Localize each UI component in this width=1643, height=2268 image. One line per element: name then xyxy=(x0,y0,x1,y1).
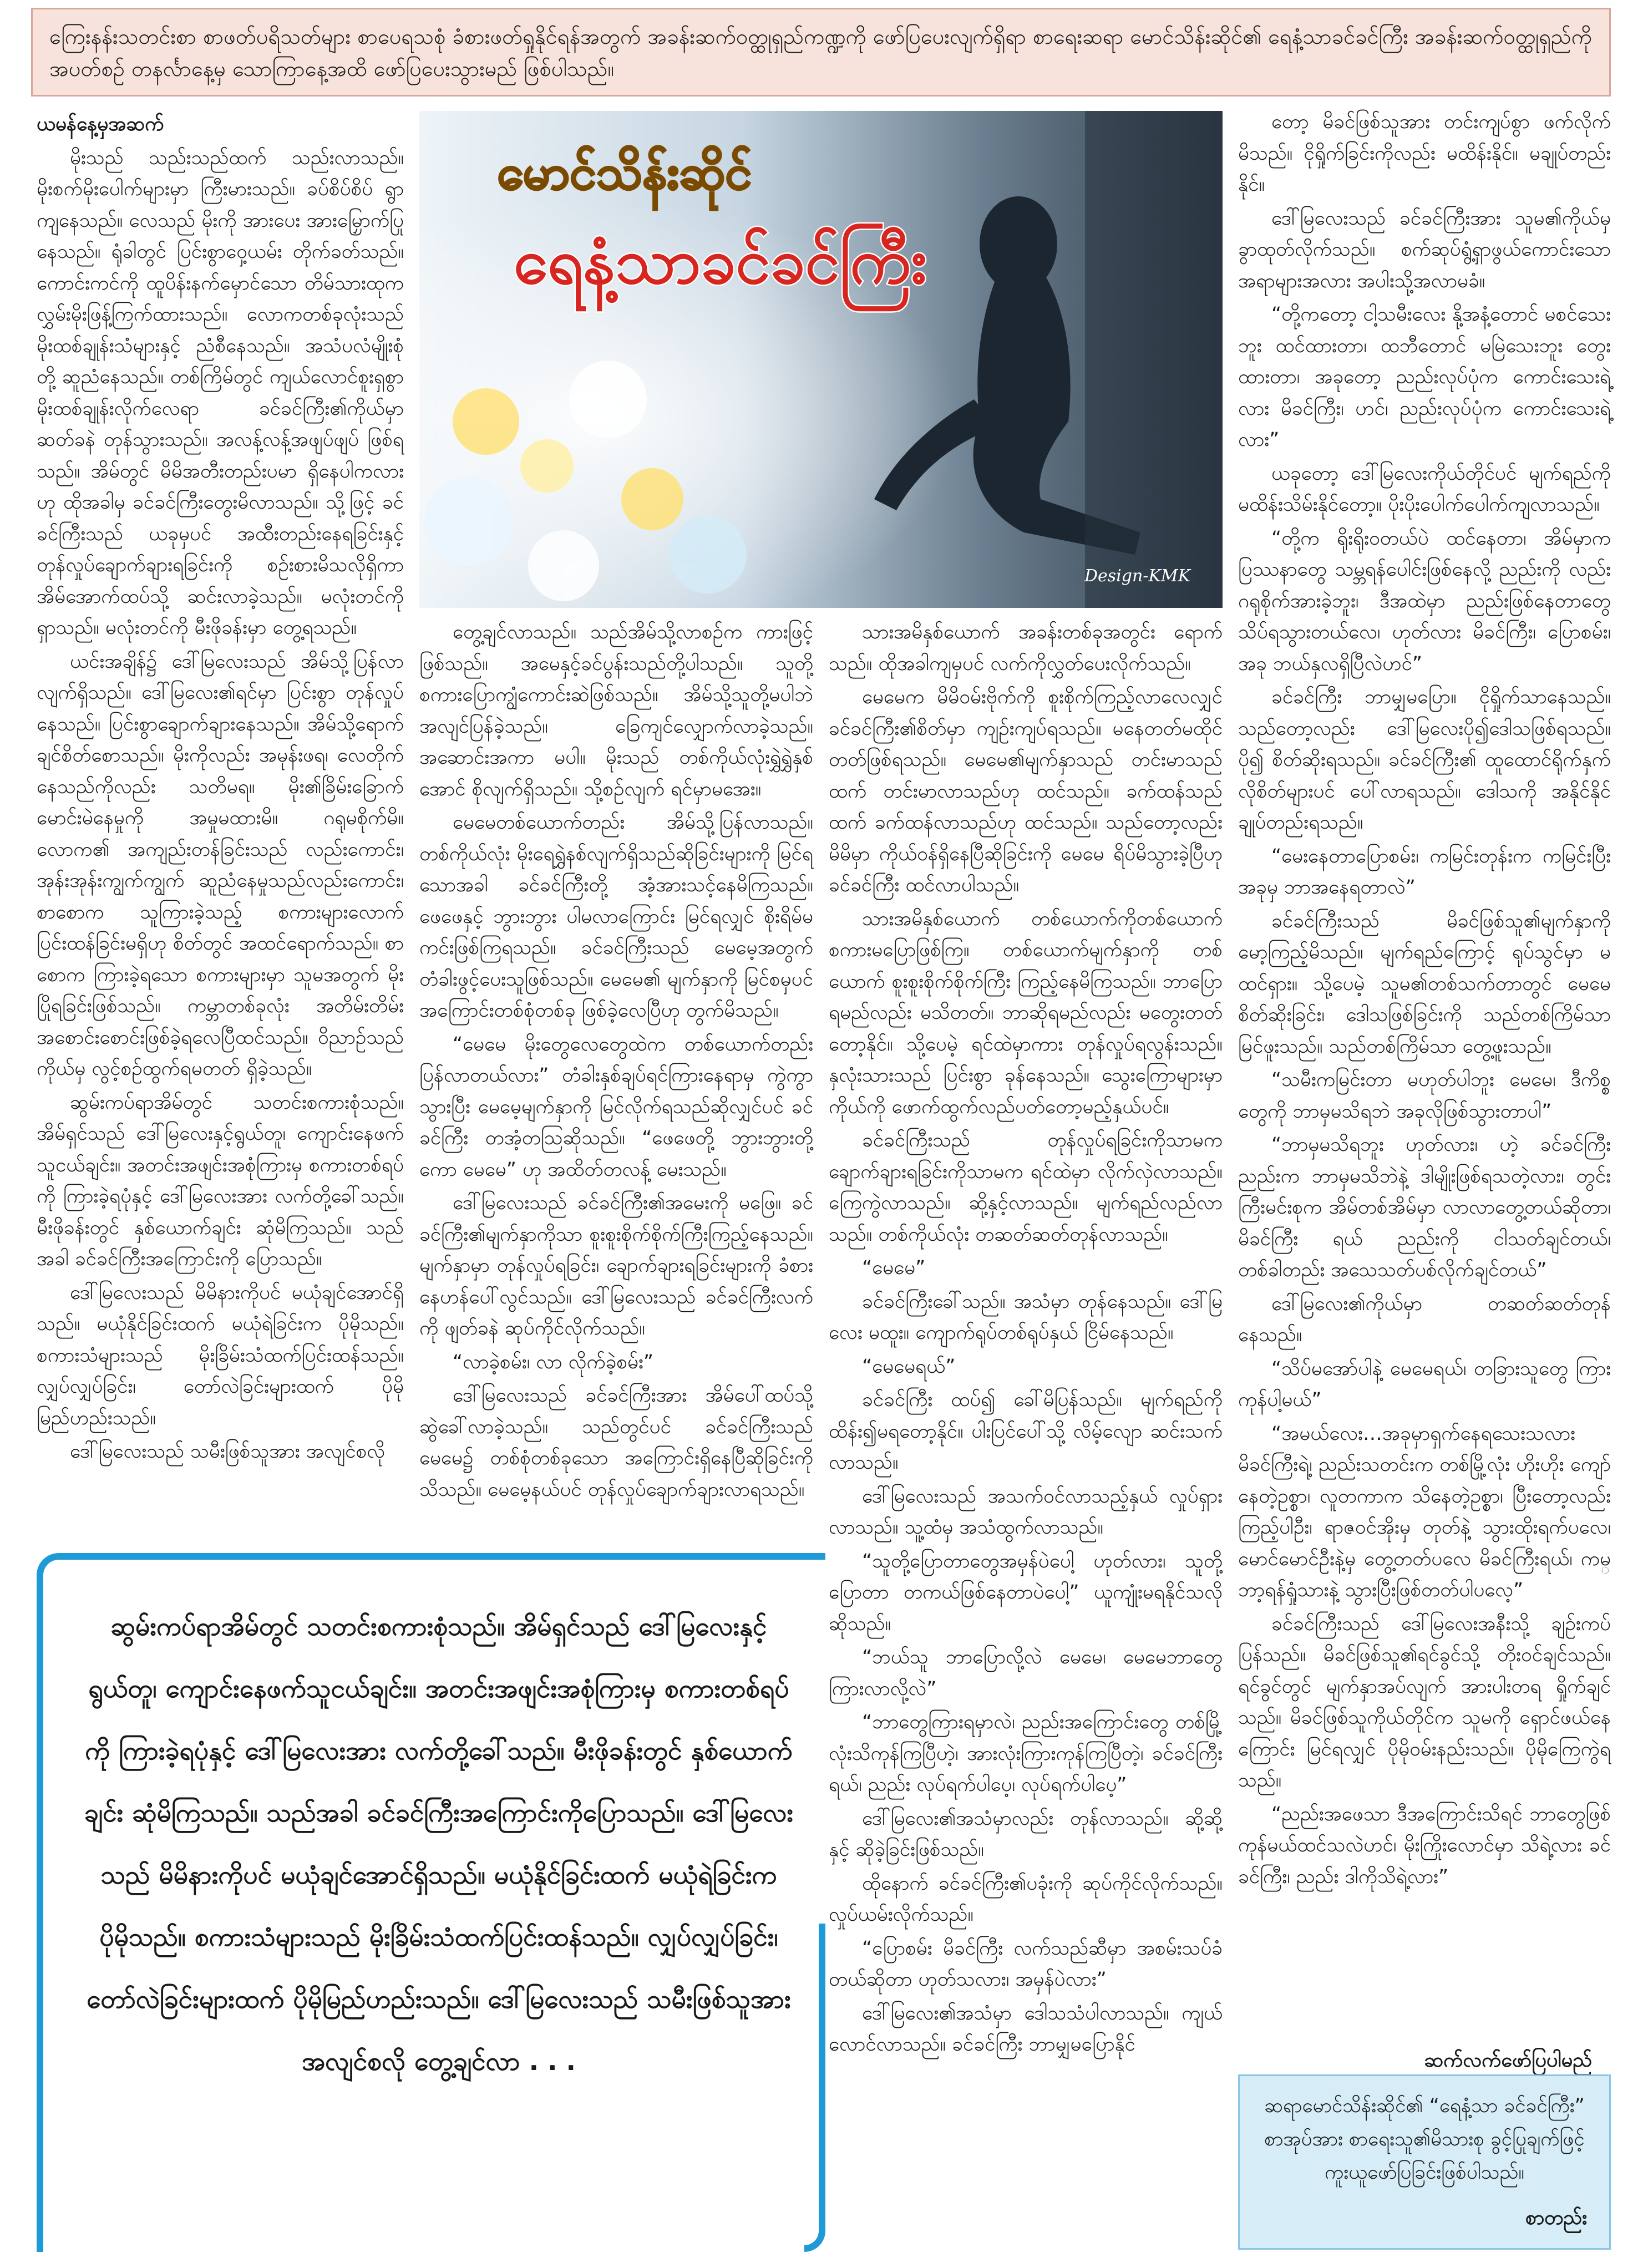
body-paragraph: ဒေါ်မြလေး၏အသံမှာ ဒေါသသံပါလာသည်။ ကျယ်လောင်လာသည်။ ခင်ခင်ကြီး ဘာမျှမပြောနိုင် xyxy=(829,2002,1223,2056)
series-intro-text: ကြေးနန်းသတင်းစာ စာဖတ်ပရိသတ်များ စာပေရသစုံ ခံစားဖတ်ရှုနိုင်ရန်အတွက် အခန်းဆက်ဝတ္ထုရှည်ကဏ္ဍကို ဖော်ပြပေးလျက်ရှိရာ စာရေးဆရာ မောင်သိန်းဆိုင်၏ ရေနံ့သာခင်ခင်ကြီး အခန်းဆက်ဝတ္ထုရှည်ကို အပတ်စဉ် တနင်္လာနေ့မှ သောကြာနေ့အထိ ဖော်ပြပေးသွားမည် ဖြစ်ပါသည်။ xyxy=(49,24,1592,81)
to-be-continued: ဆက်လက်ဖော်ပြပါမည် xyxy=(1424,2049,1592,2072)
body-paragraph: “သမီးကမြင်းတာ မဟုတ်ပါဘူး မေမေ၊ ဒီကိစ္စတွေကို ဘာမှမသိရဘဲ အခုလိုဖြစ်သွားတာပါ” xyxy=(1238,1069,1611,1123)
design-credit: Design-KMK xyxy=(1084,566,1190,586)
body-paragraph: “အမယ်လေး…အခုမှာရှက်နေရသေးသလား မိခင်ကြီးရဲ့၊ ညည်းသတင်းက တစ်မြို့လုံး ဟိုးဟိုး ကျော်နေတဲ့ဥစ္စာ၊ လူတကာက သိနေတဲ့ဥစ္စာ၊ ပြီးတော့လည်း ကြည့်ပါဦး၊ ရာဇဝင်အိုးမှ တုတ်နဲ့ သွားထိုးရက်ပလေ၊ မောင်မောင်ဦးနဲ့မှ တွေ့တတ်ပလေ မိခင်ကြီးရယ်၊ ကမ္ဘာ့ရန်ရှုံသားနဲ့ သွားပြီးဖြစ်တတ်ပါပလေ့” xyxy=(1238,1422,1611,1601)
body-paragraph: မေမေက မိမိဝမ်းဗိုက်ကို စူးစိုက်ကြည့်လာလေလျှင် ခင်ခင်ကြီး၏စိတ်မှာ ကျဉ်းကျပ်ရသည်။ မနေတတ်မထိုင်တတ်ဖြစ်ရသည်။ မေမေ၏မျက်နှာသည် တင်းမာသည်ထက် တင်းမာလာသည်ဟု ထင်သည်။ ခက်ထန်သည်ထက် ခက်ထန်လာသည်ဟု ထင်သည်။ သည်တော့လည်း မိမိမှာ ကိုယ်ဝန်ရှိနေပြီဆိုခြင်းကို မေမေ ရိပ်မိသွားခဲ့ပြီဟု ခင်ခင်ကြီး ထင်လာပါသည်။ xyxy=(829,686,1223,896)
column-2 xyxy=(419,617,813,1508)
column-4 xyxy=(1238,106,1611,1895)
body-paragraph: တွေ့ချင်လာသည်။ သည်အိမ်သို့လာစဉ်က ကားဖြင့်ဖြစ်သည်။ အမေနှင့်ခင်ပွန်းသည်တို့ပါသည်။ သူတို့ စကားပြောကျွံကောင်းဆဲဖြစ်သည်။ အိမ်သို့သူတို့မပါဘဲ အလျင်ပြန်ခဲ့သည်။ ခြေကျင်လျှောက်လာခဲ့သည်။ အဆောင်းအကာ မပါ။ မိုးသည် တစ်ကိုယ်လုံးရွှဲရွှဲနှစ်အောင် စိုလျက်ရှိသည်။ သို့စဉ်လျက် ရင်မှာမအေး။ xyxy=(419,621,813,800)
body-paragraph: ဒေါ်မြလေးသည် ခင်ခင်ကြီး၏အမေးကို မဖြေ။ ခင်ခင်ကြီး၏မျက်နှာကိုသာ စူးစူးစိုက်စိုက်ကြီးကြည့်နေသည်။ မျက်နှာမှာ တုန်လှုပ်ရခြင်း၊ ချောက်ချားရခြင်းများကို ခံစားနေဟန်ပေါ်လွင်သည်။ ဒေါ်မြလေးသည် ခင်ခင်ကြီးလက်ကို ဖျတ်ခနဲ ဆုပ်ကိုင်လိုက်သည်။ xyxy=(419,1192,813,1340)
body-paragraph: “ပြောစမ်း မိခင်ကြီး လက်သည်ဆီမှာ အစမ်းသပ်ခံတယ်ဆိုတာ ဟုတ်သလား၊ အမှန်ပဲလား” xyxy=(829,1937,1223,1991)
body-paragraph: “မေမေ” xyxy=(862,1257,926,1279)
body-paragraph: “တို့ကတော့ ငါ့သမီးလေး နို့အနံ့တောင် မစင်သေးဘူး ထင်ထားတာ၊ ထဘီတောင် မမြဲသေးဘူး တွေးထားတာ၊ အခုတော့ ညည်းလုပ်ပုံက ကောင်းသေးရဲ့လား မိခင်ကြီး၊ ဟင်၊ ညည်းလုပ်ပုံက ကောင်းသေးရဲ့လား” xyxy=(1238,303,1611,451)
body-paragraph: ဒေါ်မြလေးသည် ခင်ခင်ကြီးအား အိမ်ပေါ်ထပ်သို့ ဆွဲခေါ်လာခဲ့သည်။ သည်တွင်ပင် ခင်ခင်ကြီးသည် မေမေ၌ တစ်စုံတစ်ခုသော အကြောင်းရှိနေပြီဆိုခြင်းကို သိသည်။ မေမေ့နယ်ပင် တုန်လှုပ်ချောက်ချားလာရသည်။ xyxy=(419,1384,813,1501)
body-paragraph: မေမေတစ်ယောက်တည်း အိမ်သို့ပြန်လာသည်။ တစ်ကိုယ်လုံး မိုးရေရွှဲနစ်လျက်ရှိသည်ဆိုခြင်းများကို မြင်ရသောအခါ ခင်ခင်ကြီးတို့ အံ့အားသင့်နေမိကြသည်။ ဖေဖေနှင့် ဘွားဘွား ပါမလာကြောင်း မြင်ရလျှင် စိုးရိမ်မကင်းဖြစ်ကြရသည်။ ခင်ခင်ကြီးသည် မေမေ့အတွက် တံခါးဖွင့်ပေးသူဖြစ်သည်။ မေမေ၏ မျက်နှာကို မြင်စမှပင် အကြောင်းတစ်စုံတစ်ခု ဖြစ်ခဲ့လေပြီဟု တွက်မိသည်။ xyxy=(419,811,813,1022)
body-paragraph: ဒေါ်မြလေးသည် မိမိနားကိုပင် မယုံချင်အောင်ရှိသည်။ မယုံနိုင်ခြင်းထက် မယုံရဲခြင်းက ပိုမိုသည်။ စကားသံများသည် မိုးခြိမ်းသံထက်ပြင်းထန်သည်။ လျှပ်လျှပ်ခြင်း၊ တော်လဲခြင်းများထက် ပိုမို မြည်ဟည်းသည်။ xyxy=(37,1281,404,1429)
series-intro-banner xyxy=(31,8,1611,97)
body-paragraph: ဒေါ်မြလေးသည် သမီးဖြစ်သူအား အလျင်စလို xyxy=(70,1440,386,1463)
body-paragraph: “မေမေရယ်” xyxy=(862,1355,956,1378)
editor-signature: စာတည်း xyxy=(1525,2207,1587,2229)
hero-story-title: ရေနံ့သာခင်ခင်ကြီး xyxy=(514,226,927,298)
body-paragraph: သားအမိနှစ်ယောက် အခန်းတစ်ခုအတွင်း ရောက်သည်။ ထိုအခါကျမှပင် လက်ကိုလွှတ်ပေးလိုက်သည်။ xyxy=(829,621,1223,675)
body-paragraph: ခင်ခင်ကြီးသည် တုန်လှုပ်ရခြင်းကိုသာမက ချောက်ချားရခြင်းကိုသာမက ရင်ထဲမှာ လိုက်လှဲလာသည်။ ကြေကွဲလာသည်။ ဆို့နှင့်လာသည်။ မျက်ရည်လည်လာသည်။ တစ်ကိုယ်လုံး တဆတ်ဆတ်တုန်လာသည်။ xyxy=(829,1129,1223,1246)
body-paragraph: ဒေါ်မြလေးသည် အသက်ဝင်လာသည့်နှယ် လှုပ်ရှားလာသည်။ သူ့ထံမှ အသံထွက်လာသည်။ xyxy=(829,1485,1223,1539)
hero-image xyxy=(419,111,1223,608)
column-3 xyxy=(829,617,1223,2063)
body-paragraph: “တို့က ရိုးရိုးဝတယ်ပဲ ထင်နေတာ၊ အိမ်မှာက ပြဿနာတွေ သမ္ဘရန်ပေါင်းဖြစ်နေလို့ ညည်းကို လည်း ဂရုစိုက်အားခဲ့ဘူး၊ ဒီအထဲမှာ ညည်းဖြစ်နေတာတွေ သိပ်ရသွားတယ်လေ၊ ဟုတ်လား မိခင်ကြီး၊ ပြောစမ်း၊ အခု ဘယ်နှလရှိပြီလဲဟင်” xyxy=(1238,527,1611,675)
body-paragraph: “လာခဲ့စမ်း၊ လာ လိုက်ခဲ့စမ်း” xyxy=(453,1351,654,1373)
body-paragraph: ခင်ခင်ကြီး ဘာမျှမပြော။ ငိုရှိုက်သာနေသည်။ သည်တော့လည်း ဒေါ်မြလေးပို၍ဒေါသဖြစ်ရသည်။ ပို၍ စိတ်ဆိုးရသည်။ ခင်ခင်ကြီး၏ ထူထောင်ရိုက်နှက်လိုစိတ်များပင် ပေါ်လာရသည်။ ဒေါသကို အနိုင်နိုင်ချုပ်တည်းရသည်။ xyxy=(1238,686,1611,834)
body-paragraph: ယင်းအချိန်၌ ဒေါ်မြလေးသည် အိမ်သို့ပြန်လာလျက်ရှိသည်။ ဒေါ်မြလေး၏ရင်မှာ ပြင်းစွာ တုန်လှုပ်နေသည်။ ပြင်းစွာချောက်ချားနေသည်။ အိမ်သို့ရောက်ချင်စိတ်စောသည်။ မိုးကိုလည်း အမုန်းဖရ၊ လေတိုက်နေသည်ကိုလည်း သတိမရ။ မိုး၏ခြိမ်းခြောက်မောင်းမဲနေမှုကို အမှုမထားမိ။ ဂရုမစိုက်မိ။ လောက၏ အကျည်းတန်ခြင်းသည် လည်းကောင်း၊ အုန်းအုန်းကျွက်ကျွက် ဆူညံနေမှုသည်လည်းကောင်း၊ စာစောက သူကြားခဲ့သည့် စကားများလောက် ပြင်းထန်ခြင်းမရှိဟု စိတ်တွင် အထင်ရောက်သည်။ စာစောက ကြားခဲ့ရသော စကားများမှာ သူမအတွက် မိုးပြိုရခြင်းဖြစ်သည်။ ကမ္ဘာတစ်ခုလုံး အတိမ်းတိမ်း အစောင်းစောင်းဖြစ်ခဲ့ရလေပြီထင်သည်။ ဝိညာဉ်သည် ကိုယ်မှ လွင့်စဉ်ထွက်ရမတတ် ရှိခဲ့သည်။ xyxy=(37,650,404,1080)
body-paragraph: “မေမေ မိုးတွေလေတွေထဲက တစ်ယောက်တည်း ပြန်လာတယ်လား” တံခါးနှစ်ချပ်ရင်ကြားနေရာမှ ကွဲကွာသွားပြီး မေမေ့မျက်နှာကို မြင်လိုက်ရသည်ဆိုလျှင်ပင် ခင်ခင်ကြီး တအံ့တသြဆိုသည်။ “ဖေဖေတို့ ဘွားဘွားတို့ကော မေမေ” ဟု အထိတ်တလန့် မေးသည်။ xyxy=(419,1033,813,1181)
body-paragraph: သားအမိနှစ်ယောက် တစ်ယောက်ကိုတစ်ယောက် စကားမပြောဖြစ်ကြ။ တစ်ယောက်မျက်နှာကို တစ်ယောက် စူးစူးစိုက်စိုက်ကြီး ကြည့်နေမိကြသည်။ ဘာပြောရမည်လည်း မသိတတ်။ ဘာဆိုရမည်လည်း မတွေးတတ်တော့နိုင်။ သို့ပေမဲ့ ရင်ထဲမှာကား တုန်လှုပ်ရလွန်းသည်။ နှလုံးသားသည် ပြင်းစွာ ခုန်နေသည်။ သွေးကြောများမှာ ကိုယ်ကို ဖောက်ထွက်လည်ပတ်တော့မည့်နှယ်ပင်။ xyxy=(829,907,1223,1118)
column-1 xyxy=(37,106,404,1470)
pull-quote-box xyxy=(37,1553,825,2252)
body-paragraph: “ဘယ်သူ ဘာပြောလို့လဲ မေမေ၊ မေမေဘာတွေ ကြားလာလို့လဲ” xyxy=(829,1646,1223,1700)
body-paragraph: ခင်ခင်ကြီးသည် ဒေါ်မြလေးအနီးသို့ ချဉ်းကပ်ပြန်သည်။ မိခင်ဖြစ်သူ၏ရင်ခွင်သို့ တိုးဝင်ချင်သည်။ ရင်ခွင်တွင် မျက်နှာအပ်လျက် အားပါးတရ ရှိုက်ချင်သည်။ မိခင်ဖြစ်သူကိုယ်တိုင်က သူမကို ရှောင်ဖယ်နေကြောင်း မြင်ရလျှင် ပိုမိုဝမ်းနည်းသည်။ ပိုမိုကြေကွဲရသည်။ xyxy=(1238,1612,1611,1792)
body-paragraph: ယခုတော့ ဒေါ်မြလေးကိုယ်တိုင်ပင် မျက်ရည်ကို မထိန်းသိမ်းနိုင်တော့။ ပိုးပိုးပေါက်ပေါက်ကျလာသည်။ xyxy=(1238,462,1611,516)
body-paragraph: ဒေါ်မြလေး၏ကိုယ်မှာ တဆတ်ဆတ်တုန်နေသည်။ xyxy=(1238,1292,1611,1346)
body-paragraph: မိုးသည် သည်းသည်ထက် သည်းလာသည်။ မိုးစက်မိုးပေါက်များမှာ ကြီးမားသည်။ ခပ်စိပ်စိပ် ရွာကျနေသည်။ လေသည် မိုးကို အားပေး အားမြှောက်ပြုနေသည်။ ရုံခါတွင် ပြင်းစွာဝှေ့ယမ်း တိုက်ခတ်သည်။ ကောင်းကင်ကို ထူပိန်းနက်မှောင်သော တိမ်သားထုက လွှမ်းမိုးဖြန့်ကြက်ထားသည်။ လောကတစ်ခုလုံးသည် မိုးထစ်ချုန်းသံများနှင့် ညံစီနေသည်။ အသံပလံမျိုးစုံတို့ ဆူညံနေသည်။ တစ်ကြိမ်တွင် ကျယ်လောင်စူးရှစွာ မိုးထစ်ချုန်းလိုက်လေရာ ခင်ခင်ကြီး၏ကိုယ်မှာ ဆတ်ခနဲ တုန်သွားသည်။ အလန့်လန့်အဖျပ်ဖျပ် ဖြစ်ရသည်။ အိမ်တွင် မိမိအတီးတည်းပမာ ရှိနေပါကလားဟု ထိုအခါမှ ခင်ခင်ကြီးတွေးမိလာသည်။ သို့ဖြင့် ခင်ခင်ကြီးသည် ယခုမှပင် အထီးတည်းနေရခြင်းနှင့် တုန်လှုပ်ချောက်ချားရခြင်းကို စဉ်းစားမိသလိုရှိကာ အိမ်အောက်ထပ်သို့ ဆင်းလာခဲ့သည်။ မလုံးတင်ကို ရှာသည်။ မလုံးတင်ကို မီးဖိုခန်းမှာ တွေ့ရသည်။ xyxy=(37,146,404,639)
body-paragraph: ဒေါ်မြလေးသည် ခင်ခင်ကြီးအား သူမ၏ကိုယ်မှ ခွာထုတ်လိုက်သည်။ စက်ဆုပ်ရွံ့ရှာဖွယ်ကောင်းသော အရာများအလား အပါးသို့အလာမခံ။ xyxy=(1238,207,1611,292)
body-paragraph: “ဘာတွေကြားရမှာလဲ၊ ညည်းအကြောင်းတွေ တစ်မြို့လုံးသိကုန်ကြပြီဟဲ့၊ အားလုံးကြားကုန်ကြပြီတဲ့၊ ခင်ခင်ကြီးရယ်၊ ညည်း လုပ်ရက်ပါပေ့၊ လုပ်ရက်ပါပေ့” xyxy=(829,1711,1223,1796)
body-paragraph: ဒေါ်မြလေး၏အသံမှာလည်း တုန်လာသည်။ ဆို့ဆို့နှင့် ဆိုခဲ့ခြင်းဖြစ်သည်။ xyxy=(829,1807,1223,1861)
body-paragraph: “မေးနေတာပြောစမ်း၊ ကမြင်းတုန်းက ကမြင်းပြီး အခုမှ ဘာအနေရတာလဲ” xyxy=(1238,845,1611,899)
hero-illustration xyxy=(419,111,1223,608)
body-paragraph: ထိုနောက် ခင်ခင်ကြီး၏ပခုံးကို ဆုပ်ကိုင်လိုက်သည်။ လှုပ်ယမ်းလိုက်သည်။ xyxy=(829,1872,1223,1926)
body-paragraph: ဆွမ်းကပ်ရာအိမ်တွင် သတင်းစကားစုံသည်။ အိမ်ရှင်သည် ဒေါ်မြလေးနှင့်ရွယ်တူ၊ ကျောင်းနေဖက် သူငယ်ချင်း။ အတင်းအဖျင်းအစုံကြားမှ စကားတစ်ရပ်ကို ကြားခဲ့ရပုံနှင့် ဒေါ်မြလေးအား လက်တို့ခေါ်သည်။ မီးဖိုခန်းတွင် နှစ်ယောက်ချင်း ဆုံမိကြသည်။ သည်အခါ ခင်ခင်ကြီးအကြောင်းကို ပြောသည်။ xyxy=(37,1091,404,1270)
body-paragraph: “သူတို့ပြောတာတွေအမှန်ပဲပေါ့ ဟုတ်လား၊ သူတို့ပြောတာ တကယ်ဖြစ်နေတာပဲပေါ့” ယူကျုံးမရနိုင်သလို ဆိုသည်။ xyxy=(829,1550,1223,1635)
body-paragraph: ခင်ခင်ကြီးခေါ်သည်။ အသံမှာ တုန်နေသည်။ ဒေါ်မြလေး မထူး။ ကျောက်ရုပ်တစ်ရုပ်နှယ် ငြိမ်နေသည်။ xyxy=(829,1290,1223,1344)
editor-note-box xyxy=(1238,2074,1611,2250)
body-paragraph: “ဘာမှမသိရဘူး ဟုတ်လား၊ ဟဲ့ ခင်ခင်ကြီး ညည်းက ဘာမှမသိဘဲနဲ့ ဒါမျိုးဖြစ်ရသတဲ့လား၊ တွင်းကြီးမင်းစုက အိမ်တစ်အိမ်မှာ လာလာတွေ့တယ်ဆိုတာ၊ မိခင်ကြီး ရယ် ညည်းကို ငါသတ်ချင်တယ်၊ တစ်ခါတည်း အသေသတ်ပစ်လိုက်ချင်တယ်” xyxy=(1238,1134,1611,1281)
pull-quote-text: ဆွမ်းကပ်ရာအိမ်တွင် သတင်းစကားစုံသည်။ အိမ်ရှင်သည် ဒေါ်မြလေးနှင့်ရွယ်တူ၊ ကျောင်းနေဖက်သူငယ်ချင်း။ အတင်းအဖျင်းအစုံကြားမှ စကားတစ်ရပ်ကို ကြားခဲ့ရပုံနှင့် ဒေါ်မြလေးအား လက်တို့ခေါ်သည်။ မီးဖိုခန်းတွင် နှစ်ယောက်ချင်း ဆုံမိကြသည်။ သည်အခါ ခင်ခင်ကြီးအကြောင်းကိုပြောသည်။ ဒေါ်မြလေးသည် မိမိနားကိုပင် မယုံချင်အောင်ရှိသည်။ မယုံနိုင်ခြင်းထက် မယုံရဲခြင်းက ပိုမိုသည်။ စကားသံများသည် မိုးခြိမ်းသံထက်ပြင်းထန်သည်။ လျှပ်လျှပ်ခြင်း၊ တော်လဲခြင်းများထက် ပိုမိုမြည်ဟည်းသည်။ ဒေါ်မြလေးသည် သမီးဖြစ်သူအား အလျင်စလို တွေ့ချင်လာ . . . xyxy=(84,1611,794,2076)
body-paragraph: ခင်ခင်ကြီး ထပ်၍ ခေါ်မိပြန်သည်။ မျက်ရည်ကို ထိန်း၍မရတော့နိုင်။ ပါးပြင်ပေါ်သို့ လိမ့်လျော ဆင်းသက်လာသည်။ xyxy=(829,1389,1223,1474)
body-paragraph: “သိပ်မအော်ပါနဲ့ မေမေရယ်၊ တခြားသူတွေ ကြားကုန်ပါ့မယ်” xyxy=(1238,1357,1611,1411)
hero-author-name: မောင်သိန်းဆိုင် xyxy=(497,145,752,200)
editor-note-text: ဆရာမောင်သိန်းဆိုင်၏ “ရေနံ့သာ ခင်ခင်ကြီး” စာအုပ်အား စာရေးသူ၏မိသားစု ခွင့်ပြုချက်ဖြင့် ကူးယူဖော်ပြခြင်းဖြစ်ပါသည်။ xyxy=(1264,2095,1585,2184)
continued-from-heading: ယမန်နေ့မှအဆက် xyxy=(37,113,164,135)
body-paragraph: တော့ မိခင်ဖြစ်သူအား တင်းကျပ်စွာ ဖက်လိုက်မိသည်။ ငိုရှိုက်ခြင်းကိုလည်း မထိန်းနိုင်။ မချုပ်တည်းနိုင်။ xyxy=(1238,111,1611,196)
body-paragraph: ခင်ခင်ကြီးသည် မိခင်ဖြစ်သူ၏မျက်နှာကို မော့ကြည့်မိသည်။ မျက်ရည်ကြောင့် ရုပ်သွင်မှာ မထင်ရှား။ သို့ပေမဲ့ သူမ၏တစ်သက်တာတွင် မေမေ စိတ်ဆိုးခြင်း၊ ဒေါသဖြစ်ခြင်းကို သည်တစ်ကြိမ်သာ မြင်ဖူးသည်။ သည်တစ်ကြိမ်သာ တွေ့ဖူးသည်။ xyxy=(1238,910,1611,1058)
body-paragraph: “ညည်းအဖေသာ ဒီအကြောင်းသိရင် ဘာတွေဖြစ်ကုန်မယ်ထင်သလဲဟင်၊ မိုးကြိုးလောင်မှာ သိရဲ့လား ခင်ခင်ကြီး၊ ညည်း ဒါကိုသိရဲ့လား” xyxy=(1238,1803,1611,1888)
